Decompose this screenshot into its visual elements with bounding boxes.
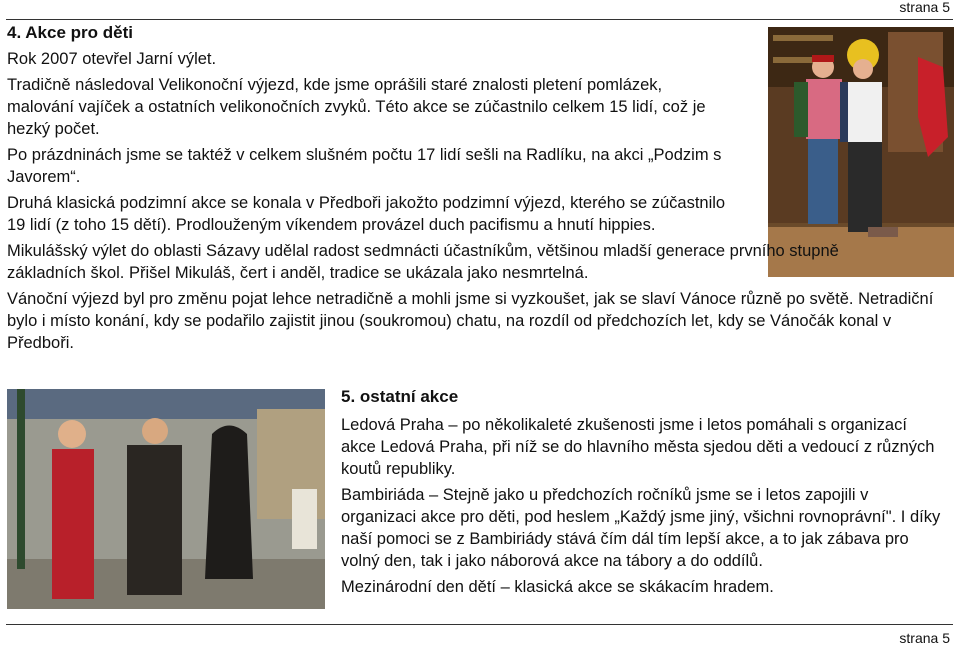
header-divider bbox=[6, 19, 953, 20]
paragraph: Bambiriáda – Stejně jako u předchozích ročníků jsme se i letos zapojili v organizaci akce pro děti, pod heslem „Každý jsme jiný, všichni rovnoprávní". I díky naší pomoci se z Bambiriády stává čím dál tím lepší akce, a to jak zábava pro volný den, tak i jako náborová akce na tábory a do oddílů. bbox=[341, 486, 941, 570]
paragraph: Vánoční výjezd byl pro změnu pojat lehce netradičně a mohli jsme si vyzkoušet, jak se slaví Vánoce různě po světě. Netradiční bylo i místo konání, kdy se podařilo zajistit jinou (soukromou) chatu, na rozdíl od předchozích let, kdy se Vánočák konal v Předboři. bbox=[7, 290, 934, 352]
paragraph: Druhá klasická podzimní akce se konala v Předboři jakožto podzimní výjezd, kterého se zúčastnilo 19 lidí (z toho 15 dětí). Prodlouženým víkendem provázel duch pacifismu a hnutí hippies. bbox=[7, 194, 726, 234]
photo-costumes bbox=[7, 389, 325, 609]
section-children-events bbox=[7, 22, 952, 358]
section-5-heading: 5. ostatní akce bbox=[341, 387, 459, 406]
paragraph: Ledová Praha – po několikaleté zkušenosti jsme i letos pomáhali s organizací akce Ledová Praha, při níž se do hlavního města sjedou děti a vedoucí z různých koutů republiky. bbox=[341, 416, 935, 478]
page-number-top: strana 5 bbox=[899, 0, 950, 15]
page-number-bottom: strana 5 bbox=[899, 630, 950, 646]
section-4-heading: 4. Akce pro děti bbox=[7, 23, 133, 42]
paragraph: Tradičně následoval Velikonoční výjezd, kde jsme oprášili staré znalosti pletení pomlázek, malování vajíček a ostatních velikonočních zvyků. Této akce se zúčastnilo celkem 15 lidí, což je hezký počet. bbox=[7, 76, 706, 138]
section-other-events bbox=[341, 386, 941, 602]
footer-divider bbox=[6, 624, 953, 625]
paragraph: Mikulášský výlet do oblasti Sázavy udělal radost sedmnácti účastníkům, většinou mladší generace prvního stupně základních škol. Přišel Mikuláš, čert i anděl, tradice se ukázala jako nesmrtelná. bbox=[7, 242, 839, 282]
paragraph: Rok 2007 otevřel Jarní výlet. bbox=[7, 50, 217, 68]
paragraph: Mezinárodní den dětí – klasická akce se skákacím hradem. bbox=[341, 578, 774, 596]
paragraph: Po prázdninách jsme se taktéž v celkem slušném počtu 17 lidí sešli na Radlíku, na akci „Podzim s Javorem“. bbox=[7, 146, 722, 186]
